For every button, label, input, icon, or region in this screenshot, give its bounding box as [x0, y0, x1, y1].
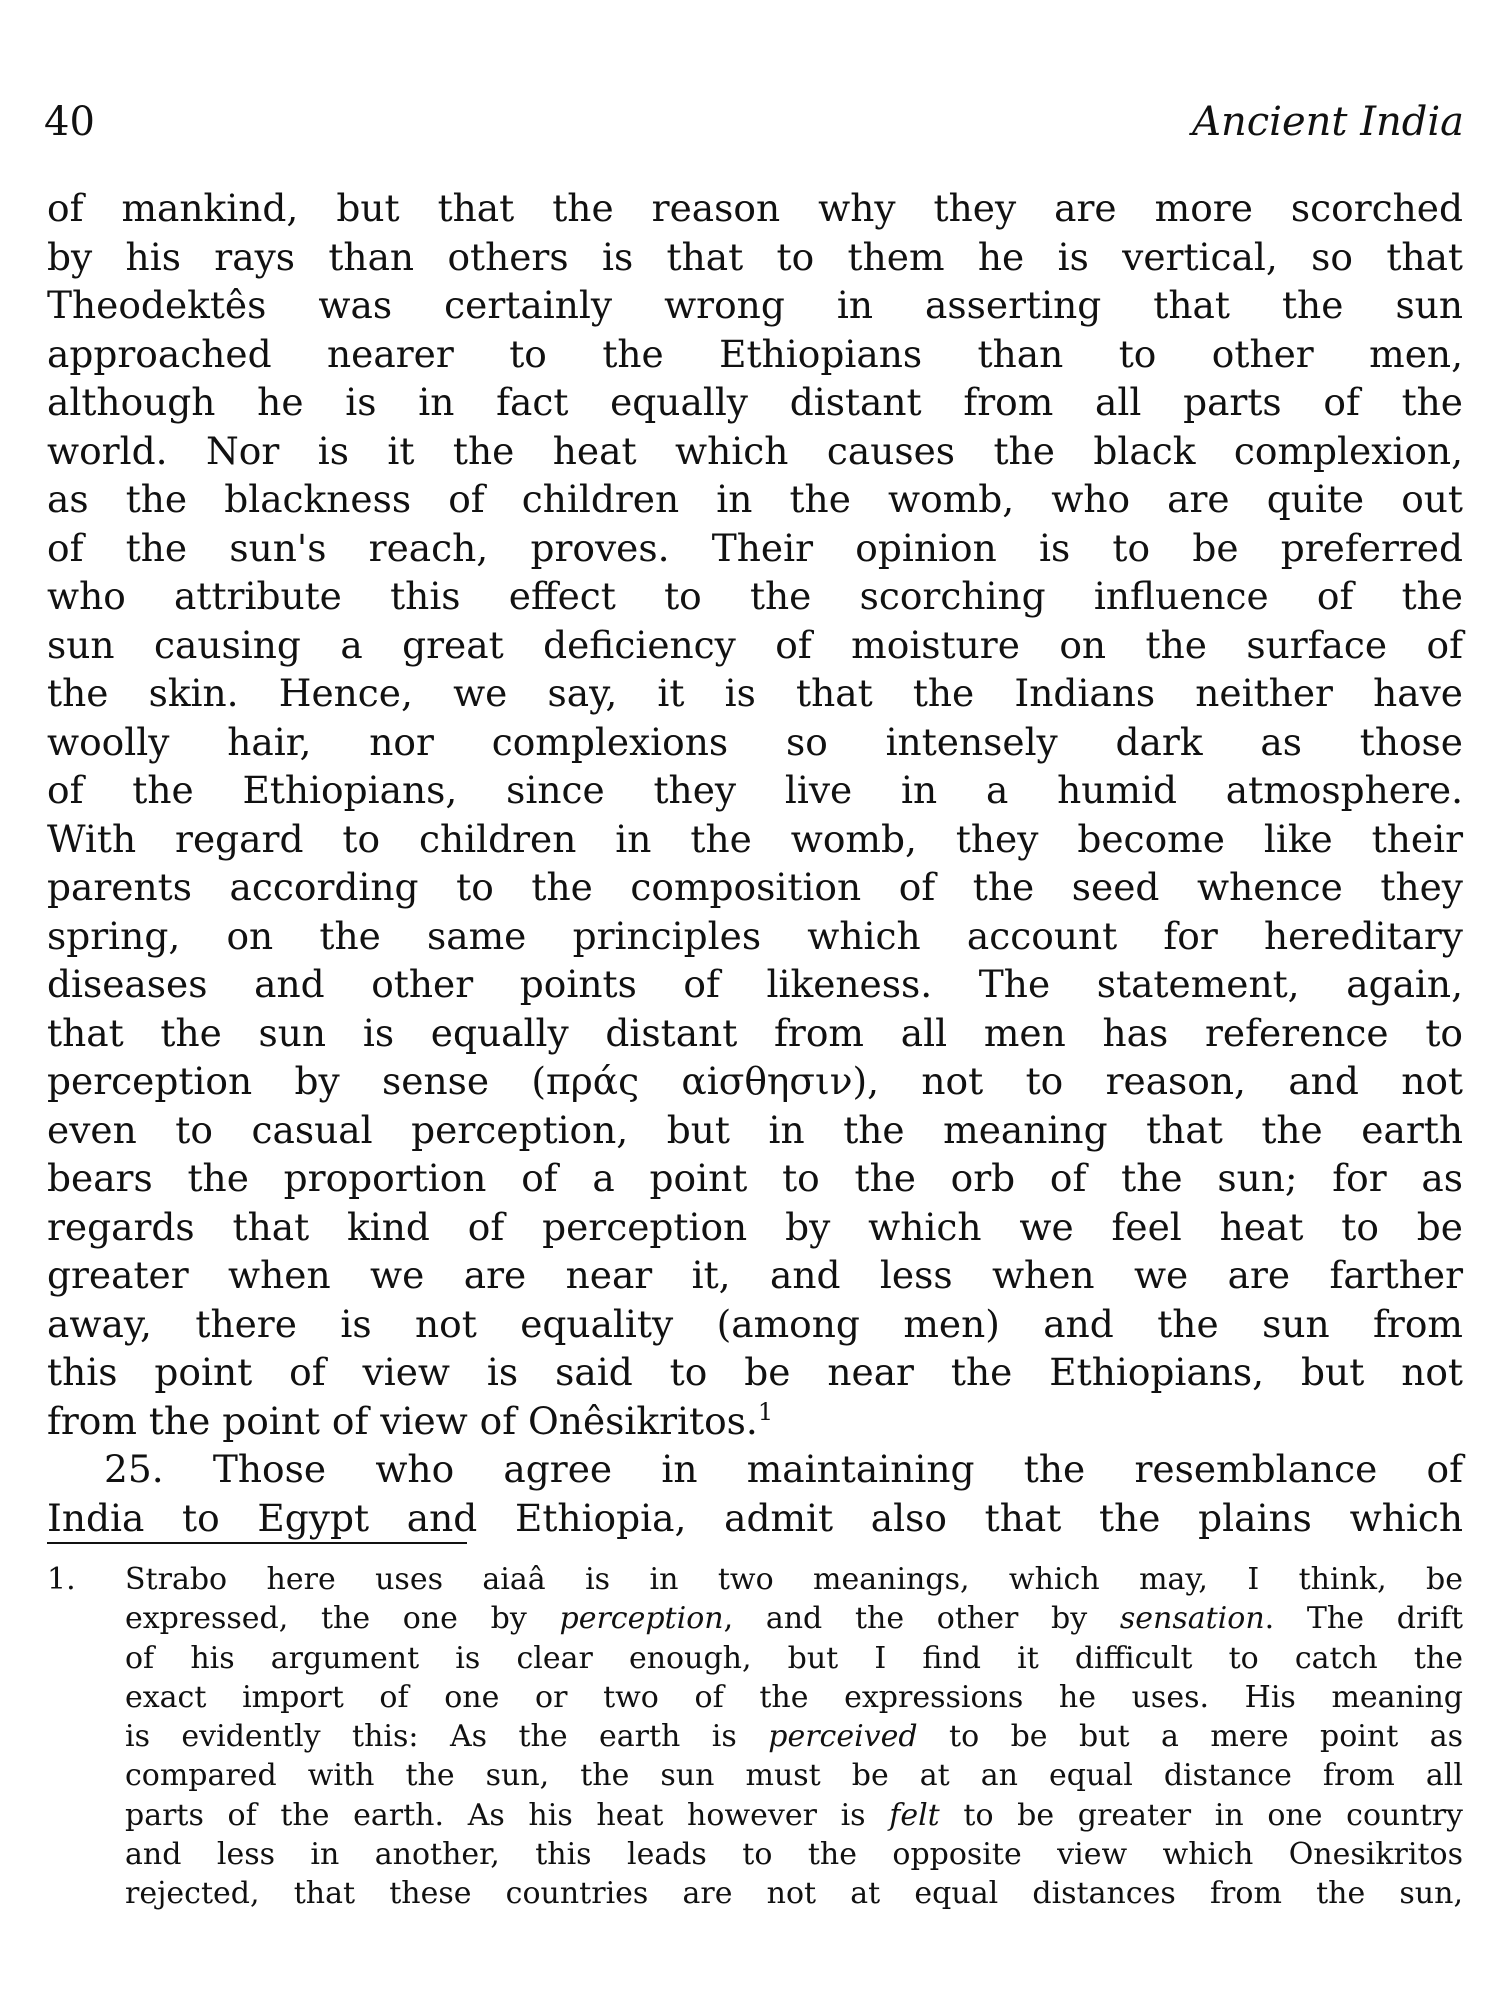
- emphasis: perceived: [768, 1719, 918, 1755]
- running-head: Ancient India: [1192, 99, 1464, 145]
- text-line: of mankind, but that the reason why they are more scorched: [47, 186, 1463, 230]
- text-line: spring, on the same principles which account for hereditary: [47, 913, 1463, 958]
- footnote-rule: [47, 1542, 467, 1544]
- text-line-content: from the point of view of Onêsikritos.: [47, 1398, 758, 1443]
- footnote-line: is evidently this: As the earth is perceived to be but a mere point as: [125, 1719, 1463, 1755]
- text-line: this point of view is said to be near the Ethiopians, but not: [47, 1350, 1463, 1394]
- text-line: Theodektês was certainly wrong in asserting that the sun: [47, 283, 1463, 327]
- text-line: of the Ethiopians, since they live in a humid atmosphere.: [47, 768, 1463, 812]
- paragraph-start-line: 25. Those who agree in maintaining the resemblance of: [104, 1447, 1463, 1491]
- text-line: sun causing a great deficiency of moisture on the surface of: [47, 622, 1463, 667]
- text-line: world. Nor is it the heat which causes the black complexion,: [47, 428, 1463, 473]
- text-line: parents according to the composition of the seed whence they: [47, 865, 1463, 909]
- text-line: away, there is not equality (among men) and the sun from: [47, 1301, 1463, 1346]
- text-line: who attribute this effect to the scorching influence of the: [47, 574, 1463, 618]
- footnote-line: compared with the sun, the sun must be at an equal distance from all: [125, 1758, 1463, 1794]
- text-line: approached nearer to the Ethiopians than to other men,: [47, 331, 1463, 376]
- text-line: India to Egypt and Ethiopia, admit also that the plains which: [47, 1495, 1463, 1540]
- emphasis: perception: [559, 1601, 724, 1637]
- text-line: of the sun's reach, proves. Their opinion is to be preferred: [47, 525, 1463, 570]
- text-line: perception by sense (πράς αiσθησιν), not to reason, and not: [47, 1059, 1463, 1103]
- footnote-line: Strabo here uses aiaâ is in two meanings, which may, I think, be: [125, 1562, 1463, 1597]
- text-line: diseases and other points of likeness. The statement, again,: [47, 962, 1463, 1006]
- footnote-line: expressed, the one by perception, and the other by sensation. The drift: [125, 1601, 1463, 1637]
- page-header: [44, 92, 1464, 152]
- text-line: [47, 1397, 1463, 1446]
- emphasis: felt: [889, 1797, 940, 1833]
- footnote-line: and less in another, this leads to the opposite view which Onesikritos: [125, 1837, 1463, 1873]
- text-line: even to casual perception, but in the meaning that the earth: [47, 1107, 1463, 1152]
- text-line: woolly hair, nor complexions so intensely dark as those: [47, 719, 1463, 764]
- emphasis: sensation: [1119, 1601, 1265, 1637]
- text-line: by his rays than others is that to them he is vertical, so that: [47, 234, 1463, 279]
- text-line: greater when we are near it, and less when we are farther: [47, 1253, 1463, 1297]
- footnote-text: [125, 1560, 1463, 1914]
- footnote-line: of his argument is clear enough, but I find it difficult to catch the: [125, 1640, 1463, 1676]
- footnote-marker: 1.: [47, 1562, 76, 1597]
- page-number: 40: [44, 99, 95, 145]
- body-text: [47, 184, 1463, 1542]
- text-line: the skin. Hence, we say, it is that the Indians neither have: [47, 671, 1463, 715]
- footnote-reference: 1: [757, 1397, 774, 1426]
- footnote-line: parts of the earth. As his heat however is felt to be greater in one country: [125, 1797, 1464, 1833]
- text-line: With regard to children in the womb, they become like their: [47, 816, 1463, 861]
- text-line: regards that kind of perception by which we feel heat to be: [47, 1204, 1463, 1249]
- footnote-line: rejected, that these countries are not at equal distances from the sun,: [125, 1876, 1463, 1912]
- footnote-line: exact import of one or two of the expressions he uses. His meaning: [125, 1679, 1463, 1715]
- text-line: although he is in fact equally distant from all parts of the: [47, 380, 1463, 424]
- text-line: bears the proportion of a point to the orb of the sun; for as: [47, 1156, 1463, 1200]
- text-line: that the sun is equally distant from all men has reference to: [47, 1010, 1463, 1055]
- text-line: as the blackness of children in the womb, who are quite out: [47, 477, 1463, 521]
